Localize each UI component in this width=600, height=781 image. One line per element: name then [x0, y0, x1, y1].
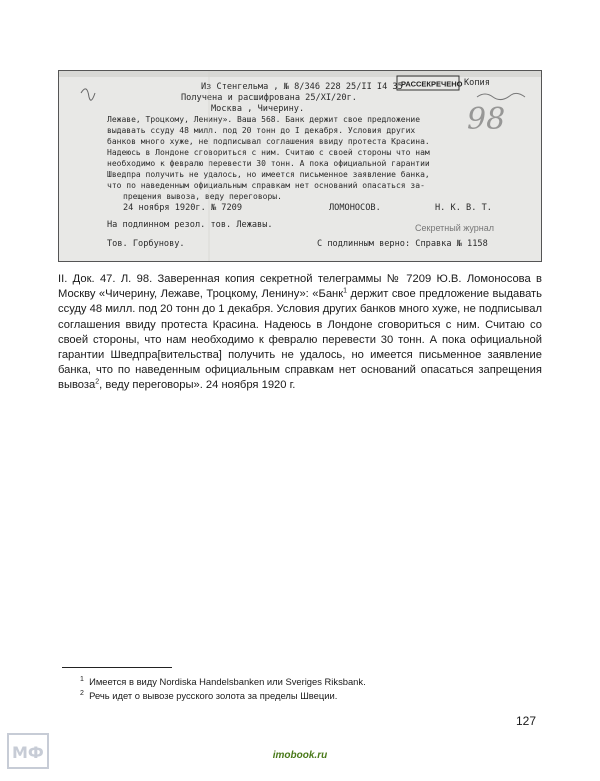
caption-paragraph: [58, 272, 542, 394]
copy-label: Копия: [464, 78, 490, 88]
footnote-2: [80, 690, 337, 702]
site-link[interactable]: imobook.ru: [272, 750, 328, 761]
telegram-body-line: Шведпра получить не удалось, но имеется письменное заявление банка,: [107, 170, 430, 179]
caption-text-part-1: II. Док. 47. Л. 98. Заверенная копия секретной телеграммы № 7209 Ю.В. Ломоносова в Москву «Чичерину, Лежаве, Троцкому, Ленину»: «Банк: [58, 273, 542, 301]
journal-stamp: Секретный журнал: [415, 223, 494, 233]
telegram-body-line: Надеюсь в Лондоне сговориться с ним. Считаю с своей стороны что нам: [107, 148, 430, 157]
telegram-body-line: выдавать ссуду 48 милл. под 20 тонн до I декабря. Условия других: [107, 126, 416, 135]
telegram-received-line: Получена и расшифрована 25/XI/20г.: [181, 93, 357, 103]
footnote-text: Речь идет о вывозе русского золота за пределы Швеции.: [89, 690, 338, 701]
publisher-logo-text: МФ: [12, 743, 44, 762]
telegram-original-note: На подлинном резол. тов. Лежавы.: [107, 220, 273, 230]
footnote-ref-1[interactable]: 1: [343, 287, 348, 295]
page-number: 127: [516, 714, 537, 728]
telegram-body-line: прещения вывоза, веду переговоры.: [123, 192, 282, 201]
telegram-to-line: Москва , Чичерину.: [211, 104, 305, 114]
telegram-from-line: Из Стенгельма , № 8/346 228 25/II I4 35: [201, 82, 403, 92]
telegram-body-line: необходимо к февралю перевести 30 тонн. А пока официальной гарантии: [107, 159, 430, 168]
figure-caption: [58, 272, 542, 394]
footnote-number: 1: [80, 675, 84, 683]
telegram-nkvt: Н. К. В. Т.: [435, 203, 492, 213]
footnote-number: 2: [80, 689, 84, 697]
telegram-signature: ЛОМОНОСОВ.: [329, 203, 381, 213]
telegram-body-line: что по наведенным официальным справкам нет оснований опасаться за-: [107, 181, 425, 190]
telegram-to-gorbunov: Тов. Горбунову.: [107, 239, 185, 249]
telegram-body-line: банков много хуже, не подписывал соглашения ввиду протеста Красина.: [107, 137, 430, 146]
footnote-separator: [62, 667, 172, 668]
footnote-ref-2[interactable]: 2: [95, 378, 100, 386]
footnote-text: Имеется в виду Nordiska Handelsbanken или Sveriges Riksbank.: [89, 676, 366, 687]
caption-text-part-3: , веду переговоры». 24 ноября 1920 г.: [99, 379, 296, 392]
handwritten-page-number: 98: [467, 102, 506, 137]
telegram-date-line: 24 ноября 1920г. № 7209: [123, 203, 242, 213]
declassified-stamp-text: РАССЕКРЕЧЕНО: [401, 79, 463, 89]
caption-text-part-2: держит свое предложение выдавать ссуду 48 милл. под 20 тонн до 1 декабря. Условия других банков много хуже, не подписывал соглашения ввиду протеста Красина. Надеюсь в Лондоне сговориться с ним. Считаю со своей стороны, что нам необходимо к февралю перевести 30 тонн. А пока официальной гарантии Шведпра[вительства] получить не удалось, но имеется письменное заявление банка, что по наведенным официальным справкам нет оснований опасаться запрещения вывоза: [58, 288, 542, 392]
telegram-photo: [58, 70, 542, 262]
telegram-body-line: Лежаве, Троцкому, Ленину». Ваша 568. Банк держит свое предложение: [107, 115, 421, 124]
telegram-certified: С подлинным верно: Справка № 1158: [317, 239, 488, 249]
footnote-1: [80, 676, 366, 688]
